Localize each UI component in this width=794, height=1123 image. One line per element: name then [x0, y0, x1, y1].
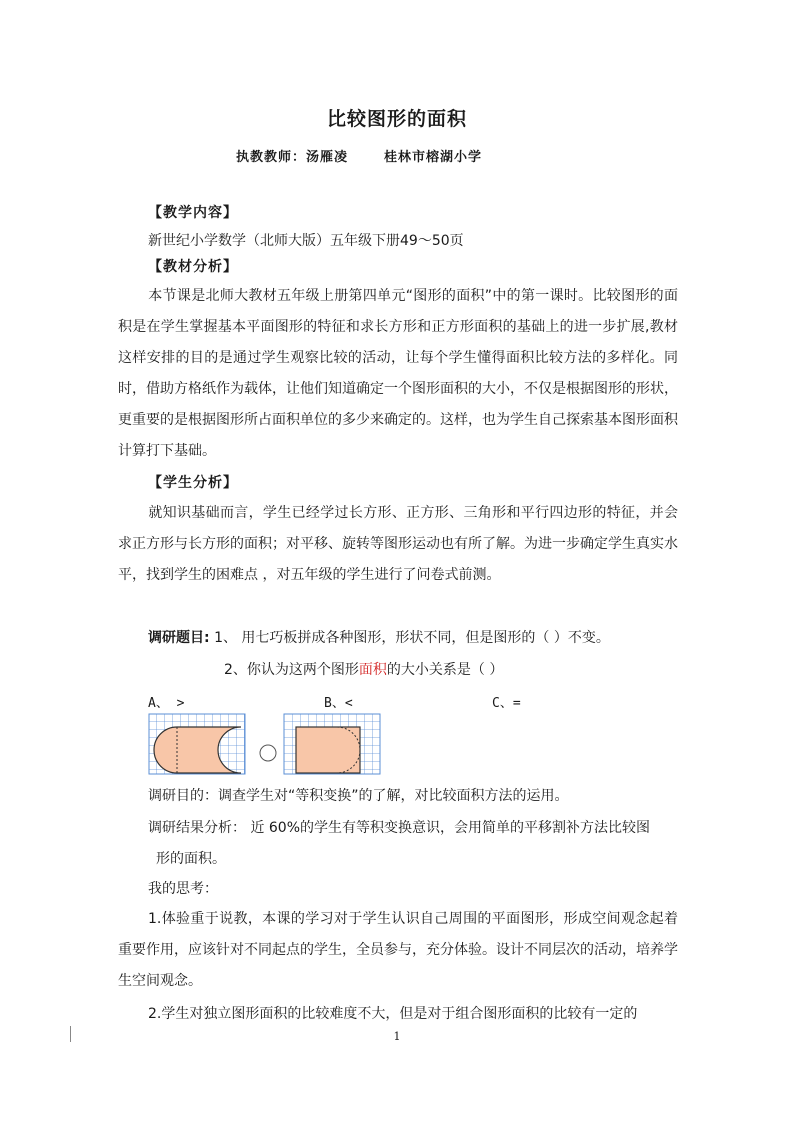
thought-1-paragraph: [118, 904, 678, 997]
survey-purpose: 调研目的：调查学生对“等积变换”的了解，对比较面积方法的运用。: [148, 788, 569, 804]
option-c: C、=: [492, 696, 521, 711]
student-paragraph: [118, 498, 678, 591]
analysis-text: 本节课是北师大教材五年级上册第四单元“图形的面积”中的第一课时。比较图形的面积是在学生掌握基本平面图形的特征和求长方形和正方形面积的基础上的进一步扩展,教材这样安排的目的是通过学生观察比较的活动，让每个学生懂得面积比较方法的多样化。同时，借助方格纸作为载体，让他们知道确定一个图形面积的大小，不仅是根据图形的形状，更重要的是根据图形所占面积单位的多少来确定的。这样，也为学生自己探索基本图形面积计算打下基础。: [118, 288, 678, 459]
survey-label: 调研题目:: [148, 630, 210, 646]
comparison-figure: [148, 713, 388, 777]
survey-question-1: [148, 627, 610, 647]
right-shape: [296, 727, 360, 773]
option-a: A、 >: [148, 696, 185, 711]
page-number: 1: [393, 1030, 401, 1043]
author-line: [236, 146, 482, 165]
analysis-paragraph: [118, 281, 678, 467]
survey-result-line-1: 调研结果分析： 近 60%的学生有等积变换意识，会用简单的平移割补方法比较图: [148, 820, 651, 836]
content-heading: 【教学内容】: [148, 205, 238, 221]
thought-1-text: 1.体验重于说教，本课的学习对于学生认识自己周围的平面图形，形成空间观念起着重要作用，应该针对不同起点的学生，全员参与，充分体验。设计不同层次的活动，培养学生空间观念。: [118, 911, 678, 989]
school-name: 桂林市榕湖小学: [384, 150, 483, 165]
question-2-emphasis: 面积: [358, 662, 387, 678]
teacher-name: 执教教师：汤雁凌: [236, 150, 349, 165]
student-text: 就知识基础而言，学生已经学过长方形、正方形、三角形和平行四边形的特征，并会求正方形与长方形的面积；对平移、旋转等图形运动也有所了解。为进一步确定学生真实水平，找到学生的困难点 ，对五年级的学生进行了问卷式前测。: [118, 505, 678, 583]
student-heading: 【学生分析】: [148, 475, 238, 491]
content-text: 新世纪小学数学（北师大版）五年级下册49～50页: [148, 233, 464, 249]
option-b: B、<: [324, 696, 353, 711]
question-1-text: 1、 用七巧板拼成各种图形，形状不同，但是图形的（ ）不变。: [214, 630, 610, 646]
comparison-circle: [260, 745, 276, 761]
thinking-label: 我的思考：: [148, 881, 218, 897]
left-grid-figure: [149, 714, 245, 774]
analysis-heading: 【教材分析】: [148, 259, 238, 275]
question-2-text-before: 2、你认为这两个图形: [224, 662, 359, 678]
thought-2-text: 2.学生对独立图形面积的比较难度不大，但是对于组合图形面积的比较有一定的: [148, 1006, 638, 1022]
survey-result-line-2: 形的面积。: [156, 851, 226, 867]
question-2-text-after: 的大小关系是（ ）: [386, 662, 504, 678]
survey-question-2: [224, 659, 503, 679]
page-title: 比较图形的面积: [326, 108, 467, 130]
right-grid-figure: [284, 714, 380, 774]
